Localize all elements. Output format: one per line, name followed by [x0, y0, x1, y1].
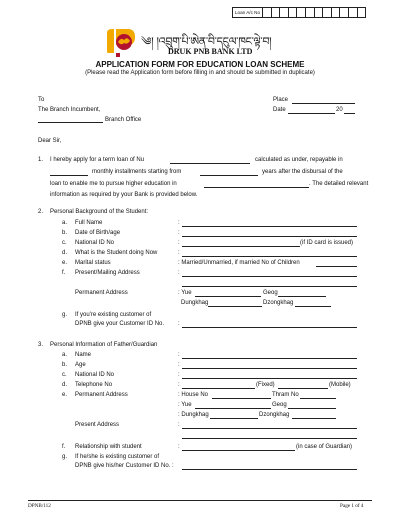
year-field[interactable] — [344, 113, 355, 114]
dob-field[interactable] — [182, 236, 357, 237]
customer-id-label: If you're existing customer of — [75, 312, 152, 318]
form-title: APPLICATION FORM FOR EDUCATION LOAN SCHEME — [95, 60, 305, 69]
section-1-text: information as required by your Bank is provided below. — [50, 192, 198, 198]
dob-label: Date of Birth/age — [75, 230, 121, 236]
loan-account-cell[interactable] — [340, 8, 349, 17]
mailing-address-field-2[interactable] — [182, 286, 357, 287]
section-3-title: Personal Information of Father/Guardian — [50, 342, 158, 348]
to-label: To — [38, 97, 45, 103]
full-name-label: Full Name — [75, 220, 103, 226]
student-doing-label: What is the Student doing Now — [75, 250, 158, 256]
geog-label: Geog — [263, 290, 278, 296]
loan-account-cell[interactable] — [315, 8, 324, 17]
colon: : — [178, 444, 180, 450]
colon: : — [178, 270, 180, 276]
dzongkhag-field[interactable] — [295, 306, 331, 307]
geog-label: Geog — [272, 402, 287, 408]
guardian-customer-id-label: If he/she is existing customer of — [75, 454, 160, 460]
telephone-label: Telephone No — [75, 382, 113, 388]
page-number: Page 1 of 4 — [340, 503, 364, 509]
item-letter: e. — [62, 392, 68, 398]
national-id-label: National ID No — [75, 240, 115, 246]
item-letter: f. — [62, 270, 66, 276]
present-address-field[interactable] — [182, 428, 357, 429]
section-2-number: 2. — [38, 209, 44, 215]
dungkhag-field[interactable] — [208, 306, 262, 307]
dzongkhag-label: Dzongkhag — [259, 412, 290, 418]
dungkhag-label: : Dungkhag — [178, 412, 209, 418]
section-1-number: 1. — [38, 157, 44, 163]
guardian-permanent-address-label: Permanent Address — [75, 392, 128, 398]
loan-amount-field[interactable] — [170, 163, 250, 164]
guardian-age-label: Age — [75, 362, 86, 368]
guardian-id-field[interactable] — [182, 378, 357, 379]
loan-account-cell[interactable] — [272, 8, 281, 17]
item-letter: a. — [62, 352, 68, 358]
yue-field[interactable] — [195, 296, 261, 297]
fixed-phone-field[interactable] — [182, 388, 255, 389]
loan-account-cell[interactable] — [349, 8, 358, 17]
customer-id-field[interactable] — [182, 327, 357, 328]
marital-status-value: : Married/Unmarried, if married No of Children — [178, 260, 300, 266]
full-name-field[interactable] — [182, 226, 357, 227]
section-1-text: loan to enable me to pursue higher education in — [50, 181, 177, 187]
dzongkhag-label: Dzongkhag — [263, 300, 294, 306]
loan-account-cell[interactable] — [263, 8, 272, 17]
guardian-geog-field[interactable] — [288, 408, 336, 409]
colon: : — [178, 372, 180, 378]
loan-account-cell[interactable] — [358, 8, 366, 17]
house-no-field[interactable] — [212, 398, 271, 399]
yue-label: : Yue — [178, 290, 192, 296]
item-letter: d. — [62, 382, 68, 388]
item-letter: b. — [62, 362, 68, 368]
institution-field[interactable] — [204, 187, 309, 188]
guardian-yue-field[interactable] — [195, 408, 271, 409]
mobile-label: (Mobile) — [329, 382, 351, 388]
colon: : — [178, 321, 180, 327]
fixed-label: (Fixed) — [256, 382, 275, 388]
mailing-address-label: Present/Mailing Address — [75, 270, 140, 276]
section-1-text: calculated as under, repayable in — [255, 157, 343, 163]
item-letter: g. — [62, 312, 68, 318]
thram-no-label: Thram No — [272, 392, 299, 398]
form-code: DPNB/112 — [28, 503, 51, 509]
item-letter: c. — [62, 240, 67, 246]
salutation: Dear Sir, — [38, 138, 62, 144]
colon: : — [178, 230, 180, 236]
item-letter: b. — [62, 230, 68, 236]
present-address-label: Present Address — [75, 422, 120, 428]
loan-account-cell[interactable] — [306, 8, 315, 17]
dungkhag-label: Dungkhag — [181, 300, 209, 306]
permanent-address-label: Permanent Address — [75, 290, 128, 296]
guardian-age-field[interactable] — [182, 368, 357, 369]
guardian-customer-id-field[interactable] — [182, 469, 357, 470]
form-subtitle: (Please read the Application form before filling in and should be submitted in duplicate) — [85, 70, 315, 76]
incumbent-label: The Branch Incumbent, — [38, 107, 101, 113]
section-1-text: years after the disbursal of the — [262, 169, 343, 175]
colon: : — [178, 220, 180, 226]
relationship-label: Relationship with student — [75, 444, 142, 450]
footer-rule — [28, 500, 372, 501]
loan-account-cell[interactable] — [297, 8, 306, 17]
installments-field[interactable] — [50, 175, 88, 176]
colon: : — [178, 422, 180, 428]
guardian-note: (in case of Guardian) — [296, 444, 353, 450]
loan-account-box[interactable] — [232, 7, 366, 18]
loan-account-cell[interactable] — [323, 8, 332, 17]
section-1-text: . The detailed relevant — [309, 181, 369, 187]
house-no-label: : House No — [178, 392, 209, 398]
yue-label: : Yue — [178, 402, 192, 408]
mobile-phone-field[interactable] — [278, 388, 328, 389]
section-1-text: I hereby apply for a term loan of Nu — [50, 157, 145, 163]
item-letter: f. — [62, 444, 66, 450]
mailing-address-field[interactable] — [182, 276, 357, 277]
customer-id-label-2: DPNB give your Customer ID No. — [75, 321, 165, 327]
student-doing-field[interactable] — [182, 256, 357, 257]
national-id-field[interactable] — [182, 246, 300, 247]
branch-office-field[interactable] — [38, 122, 103, 123]
colon: : — [178, 250, 180, 256]
item-letter: g. — [62, 454, 68, 460]
guardian-dungkhag-field[interactable] — [210, 418, 258, 419]
bank-name-dzongkha: ༄། །འབྲུག་པི་ཨེན་བི་དངུལ་ཁང་ལྟེ་བ། — [141, 35, 272, 48]
marital-status-label: Marital status — [75, 260, 111, 266]
colon: : — [178, 362, 180, 368]
relationship-field[interactable] — [182, 450, 295, 451]
date-field[interactable] — [288, 113, 335, 114]
bank-logo — [104, 27, 137, 59]
item-letter: c. — [62, 372, 67, 378]
colon: : — [178, 352, 180, 358]
guardian-name-label: Name — [75, 352, 92, 358]
guardian-name-field[interactable] — [182, 358, 357, 359]
place-field[interactable] — [292, 103, 355, 104]
item-letter: a. — [62, 220, 68, 226]
thram-no-field[interactable] — [300, 398, 336, 399]
colon: : — [178, 240, 180, 246]
section-3-number: 3. — [38, 342, 44, 348]
loan-account-cell[interactable] — [332, 8, 341, 17]
geog-field[interactable] — [278, 296, 326, 297]
place-label: Place — [273, 97, 289, 103]
loan-account-cell[interactable] — [280, 8, 289, 17]
start-years-field[interactable] — [200, 175, 258, 176]
item-letter: e. — [62, 260, 68, 266]
loan-account-label: Loan A/c No — [233, 8, 263, 17]
year-prefix: 20 — [336, 107, 343, 113]
loan-account-cell[interactable] — [289, 8, 298, 17]
guardian-id-label: National ID No — [75, 372, 115, 378]
date-label: Date — [273, 107, 286, 113]
item-letter: d. — [62, 250, 68, 256]
id-note: (if ID card is issued) — [300, 240, 354, 246]
branch-office-label: Branch Office — [105, 117, 142, 123]
colon: : — [178, 382, 180, 388]
section-2-title: Personal Background of the Student: — [50, 209, 149, 215]
guardian-customer-id-label-2: DPNB give his/her Customer ID No. : — [75, 463, 174, 469]
bank-name: DRUK PNB BANK LTD — [168, 47, 253, 56]
present-address-field-2[interactable] — [182, 438, 357, 439]
section-1-text: monthly installments starting from — [92, 169, 182, 175]
children-count-field[interactable] — [316, 266, 357, 267]
guardian-dzongkhag-field[interactable] — [292, 418, 336, 419]
